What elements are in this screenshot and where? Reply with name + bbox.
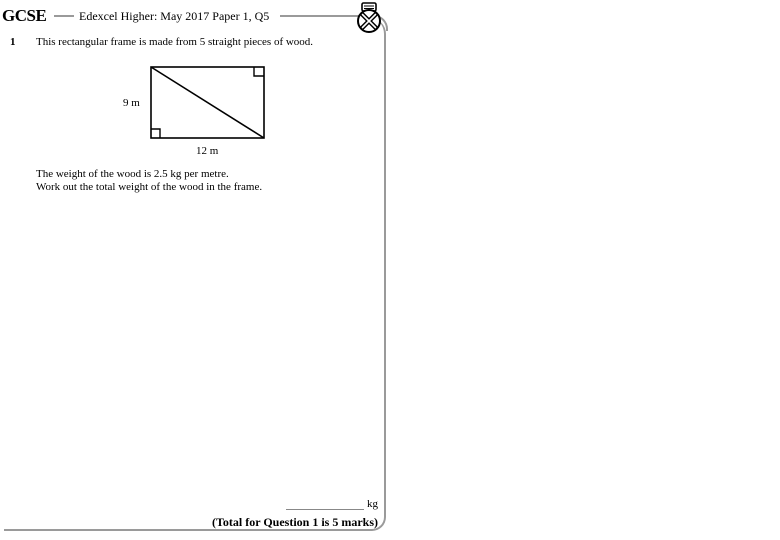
- question-number: 1: [10, 36, 16, 48]
- width-label: 12 m: [196, 145, 219, 157]
- brand-label: GCSE: [2, 6, 47, 25]
- exam-title: Edexcel Higher: May 2017 Paper 1, Q5: [79, 9, 270, 23]
- frame-diagonal: [151, 67, 264, 138]
- answer-line[interactable]: [286, 509, 364, 510]
- header-divider-right: [280, 15, 364, 17]
- answer-unit: kg: [367, 498, 378, 510]
- weight-info: The weight of the wood is 2.5 kg per metre.: [36, 168, 229, 180]
- corner-logo-icon: [356, 2, 382, 34]
- task-instruction: Work out the total weight of the wood in the frame.: [36, 181, 263, 193]
- rectangle-frame-diagram: [118, 60, 278, 160]
- right-angle-marker-top-right: [254, 67, 264, 76]
- header-divider-left: [54, 15, 74, 17]
- question-intro: This rectangular frame is made from 5 straight pieces of wood.: [36, 36, 314, 48]
- right-angle-marker-bottom-left: [151, 129, 160, 138]
- total-marks: (Total for Question 1 is 5 marks): [212, 515, 379, 529]
- height-label: 9 m: [123, 97, 140, 109]
